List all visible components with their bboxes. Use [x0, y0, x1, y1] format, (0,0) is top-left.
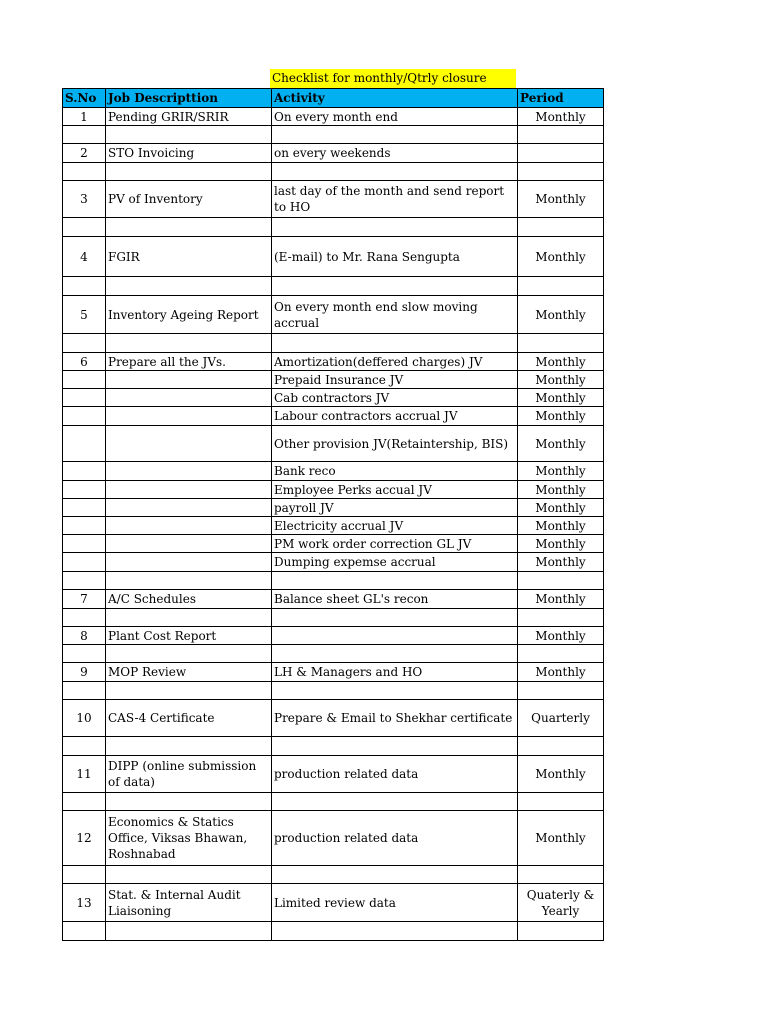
table-row: [63, 590, 604, 609]
cell-sno[interactable]: [63, 517, 106, 535]
cell-sno[interactable]: [63, 407, 106, 426]
cell-activity[interactable]: Prepare & Email to Shekhar certificate: [272, 700, 518, 737]
cell-sno[interactable]: [63, 371, 106, 389]
cell-activity[interactable]: (E-mail) to Mr. Rana Sengupta: [272, 237, 518, 277]
sheet-title[interactable]: Checklist for monthly/Qtrly closure: [270, 69, 516, 88]
cell-period[interactable]: Monthly: [518, 353, 604, 371]
table-row: [63, 462, 604, 481]
cell-sno[interactable]: 1: [63, 108, 106, 126]
table-row: [63, 277, 604, 296]
cell-period[interactable]: [518, 144, 604, 163]
cell-job-description[interactable]: [106, 163, 272, 181]
cell-period[interactable]: Monthly: [518, 108, 604, 126]
cell-sno[interactable]: [63, 645, 106, 663]
table-row: [63, 371, 604, 389]
cell-activity[interactable]: [272, 126, 518, 144]
cell-activity[interactable]: payroll JV: [272, 499, 518, 517]
cell-job-description[interactable]: [106, 866, 272, 884]
table-row: [63, 426, 604, 462]
table-row: [63, 163, 604, 181]
cell-sno[interactable]: [63, 572, 106, 590]
cell-job-description[interactable]: Stat. & Internal Audit Liaisoning: [106, 884, 272, 922]
cell-period[interactable]: [518, 682, 604, 700]
table-row: [63, 353, 604, 371]
table-row: [63, 645, 604, 663]
table-row: [63, 108, 604, 126]
cell-job-description[interactable]: [106, 426, 272, 462]
cell-period[interactable]: Monthly: [518, 590, 604, 609]
cell-period[interactable]: [518, 572, 604, 590]
cell-job-description[interactable]: [106, 517, 272, 535]
cell-activity[interactable]: Amortization(deffered charges) JV: [272, 353, 518, 371]
cell-sno[interactable]: [63, 481, 106, 499]
cell-period[interactable]: [518, 218, 604, 237]
cell-job-description[interactable]: [106, 682, 272, 700]
table-row: [63, 237, 604, 277]
cell-sno[interactable]: 8: [63, 627, 106, 645]
table-row: [63, 481, 604, 499]
cell-period[interactable]: [518, 334, 604, 353]
cell-activity[interactable]: [272, 609, 518, 627]
cell-job-description[interactable]: Prepare all the JVs.: [106, 353, 272, 371]
cell-job-description[interactable]: [106, 389, 272, 407]
cell-sno[interactable]: [63, 277, 106, 296]
header-sno[interactable]: S.No: [63, 89, 106, 108]
cell-sno[interactable]: [63, 218, 106, 237]
cell-activity[interactable]: [272, 737, 518, 756]
cell-period[interactable]: Monthly: [518, 499, 604, 517]
header-activity[interactable]: Activity: [272, 89, 518, 108]
cell-activity[interactable]: [272, 922, 518, 941]
cell-activity[interactable]: [272, 645, 518, 663]
cell-sno[interactable]: 7: [63, 590, 106, 609]
cell-job-description[interactable]: [106, 922, 272, 941]
cell-period[interactable]: Quarterly: [518, 700, 604, 737]
table-row: [63, 553, 604, 572]
table-row: [63, 296, 604, 334]
cell-job-description[interactable]: [106, 793, 272, 811]
cell-sno[interactable]: 4: [63, 237, 106, 277]
cell-activity[interactable]: [272, 866, 518, 884]
cell-job-description[interactable]: [106, 553, 272, 572]
table-row: [63, 922, 604, 941]
table-row: [63, 144, 604, 163]
cell-job-description[interactable]: [106, 277, 272, 296]
table-row: [63, 181, 604, 218]
table-row: [63, 499, 604, 517]
cell-period[interactable]: [518, 609, 604, 627]
cell-job-description[interactable]: Inventory Ageing Report: [106, 296, 272, 334]
cell-activity[interactable]: [272, 334, 518, 353]
table-row: [63, 866, 604, 884]
cell-activity[interactable]: LH & Managers and HO: [272, 663, 518, 682]
table-row: [63, 756, 604, 793]
cell-job-description[interactable]: [106, 535, 272, 553]
header-row: [63, 89, 604, 108]
cell-sno[interactable]: [63, 499, 106, 517]
cell-period[interactable]: [518, 163, 604, 181]
cell-activity[interactable]: [272, 572, 518, 590]
cell-job-description[interactable]: [106, 371, 272, 389]
cell-job-description[interactable]: [106, 499, 272, 517]
cell-activity[interactable]: [272, 277, 518, 296]
cell-period[interactable]: Monthly: [518, 756, 604, 793]
cell-activity[interactable]: PM work order correction GL JV: [272, 535, 518, 553]
cell-period[interactable]: [518, 866, 604, 884]
cell-period[interactable]: [518, 737, 604, 756]
cell-period[interactable]: [518, 793, 604, 811]
table-row: [63, 389, 604, 407]
cell-job-description[interactable]: [106, 126, 272, 144]
cell-period[interactable]: Monthly: [518, 371, 604, 389]
cell-activity[interactable]: [272, 793, 518, 811]
table-row: [63, 609, 604, 627]
cell-activity[interactable]: [272, 163, 518, 181]
table-row: [63, 793, 604, 811]
cell-activity[interactable]: [272, 627, 518, 645]
table-row: [63, 572, 604, 590]
cell-job-description[interactable]: [106, 609, 272, 627]
cell-sno[interactable]: [63, 426, 106, 462]
cell-sno[interactable]: 9: [63, 663, 106, 682]
cell-sno[interactable]: [63, 737, 106, 756]
cell-job-description[interactable]: PV of Inventory: [106, 181, 272, 218]
cell-period[interactable]: Monthly: [518, 535, 604, 553]
cell-period[interactable]: [518, 277, 604, 296]
cell-activity[interactable]: [272, 218, 518, 237]
cell-job-description[interactable]: [106, 572, 272, 590]
cell-activity[interactable]: Electricity accrual JV: [272, 517, 518, 535]
cell-job-description[interactable]: FGIR: [106, 237, 272, 277]
cell-sno[interactable]: [63, 334, 106, 353]
cell-period[interactable]: Monthly: [518, 389, 604, 407]
cell-activity[interactable]: last day of the month and send report to HO: [272, 181, 518, 218]
cell-activity[interactable]: Prepaid Insurance JV: [272, 371, 518, 389]
cell-period[interactable]: [518, 922, 604, 941]
cell-sno[interactable]: [63, 389, 106, 407]
cell-sno[interactable]: [63, 609, 106, 627]
cell-period[interactable]: Quaterly & Yearly: [518, 884, 604, 922]
table-row: [63, 627, 604, 645]
cell-activity[interactable]: production related data: [272, 756, 518, 793]
table-row: [63, 407, 604, 426]
table-row: [63, 334, 604, 353]
cell-job-description[interactable]: DIPP (online submission of data): [106, 756, 272, 793]
cell-activity[interactable]: On every month end slow moving accrual: [272, 296, 518, 334]
cell-activity[interactable]: Dumping expemse accrual: [272, 553, 518, 572]
table-row: [63, 700, 604, 737]
cell-period[interactable]: Monthly: [518, 811, 604, 866]
cell-job-description[interactable]: [106, 407, 272, 426]
cell-activity[interactable]: Cab contractors JV: [272, 389, 518, 407]
cell-period[interactable]: Monthly: [518, 462, 604, 481]
cell-period[interactable]: Monthly: [518, 553, 604, 572]
checklist-table: [62, 88, 604, 941]
cell-sno[interactable]: 5: [63, 296, 106, 334]
cell-job-description[interactable]: [106, 737, 272, 756]
cell-period[interactable]: [518, 645, 604, 663]
cell-job-description[interactable]: Economics & Statics Office, Viksas Bhawan, Roshnabad: [106, 811, 272, 866]
table-row: [63, 682, 604, 700]
cell-job-description[interactable]: [106, 218, 272, 237]
table-row: [63, 737, 604, 756]
cell-job-description[interactable]: Plant Cost Report: [106, 627, 272, 645]
cell-activity[interactable]: production related data: [272, 811, 518, 866]
cell-sno[interactable]: [63, 553, 106, 572]
cell-job-description[interactable]: [106, 645, 272, 663]
header-period[interactable]: Period: [518, 89, 604, 108]
cell-sno[interactable]: 10: [63, 700, 106, 737]
cell-sno[interactable]: [63, 866, 106, 884]
cell-job-description[interactable]: A/C Schedules: [106, 590, 272, 609]
cell-activity[interactable]: On every month end: [272, 108, 518, 126]
cell-activity[interactable]: on every weekends: [272, 144, 518, 163]
cell-activity[interactable]: Employee Perks accual JV: [272, 481, 518, 499]
cell-sno[interactable]: [63, 126, 106, 144]
cell-sno[interactable]: 12: [63, 811, 106, 866]
cell-period[interactable]: Monthly: [518, 517, 604, 535]
cell-sno[interactable]: 3: [63, 181, 106, 218]
table-row: [63, 535, 604, 553]
cell-sno[interactable]: [63, 163, 106, 181]
cell-activity[interactable]: [272, 682, 518, 700]
cell-job-description[interactable]: MOP Review: [106, 663, 272, 682]
cell-job-description[interactable]: STO Invoicing: [106, 144, 272, 163]
cell-period[interactable]: Monthly: [518, 627, 604, 645]
cell-sno[interactable]: [63, 922, 106, 941]
cell-period[interactable]: Monthly: [518, 407, 604, 426]
cell-sno[interactable]: [63, 793, 106, 811]
cell-activity[interactable]: Balance sheet GL's recon: [272, 590, 518, 609]
cell-activity[interactable]: Labour contractors accrual JV: [272, 407, 518, 426]
cell-period[interactable]: Monthly: [518, 426, 604, 462]
cell-sno[interactable]: 13: [63, 884, 106, 922]
cell-sno[interactable]: 6: [63, 353, 106, 371]
table-row: [63, 517, 604, 535]
cell-job-description[interactable]: Pending GRIR/SRIR: [106, 108, 272, 126]
title-row: [62, 69, 604, 88]
table-row: [63, 811, 604, 866]
cell-activity[interactable]: Limited review data: [272, 884, 518, 922]
cell-period[interactable]: Monthly: [518, 296, 604, 334]
table-row: [63, 663, 604, 682]
cell-sno[interactable]: 2: [63, 144, 106, 163]
spreadsheet: [62, 69, 604, 941]
cell-period[interactable]: Monthly: [518, 663, 604, 682]
table-row: [63, 126, 604, 144]
table-row: [63, 218, 604, 237]
cell-sno[interactable]: 11: [63, 756, 106, 793]
cell-job-description[interactable]: [106, 462, 272, 481]
cell-job-description[interactable]: [106, 481, 272, 499]
cell-period[interactable]: [518, 126, 604, 144]
cell-period[interactable]: Monthly: [518, 181, 604, 218]
cell-period[interactable]: Monthly: [518, 481, 604, 499]
header-job-description[interactable]: Job Descripttion: [106, 89, 272, 108]
cell-job-description[interactable]: [106, 334, 272, 353]
cell-activity[interactable]: Bank reco: [272, 462, 518, 481]
cell-sno[interactable]: [63, 535, 106, 553]
cell-sno[interactable]: [63, 682, 106, 700]
table-row: [63, 884, 604, 922]
cell-job-description[interactable]: CAS-4 Certificate: [106, 700, 272, 737]
cell-activity[interactable]: Other provision JV(Retaintership, BIS): [272, 426, 518, 462]
cell-period[interactable]: Monthly: [518, 237, 604, 277]
cell-sno[interactable]: [63, 462, 106, 481]
